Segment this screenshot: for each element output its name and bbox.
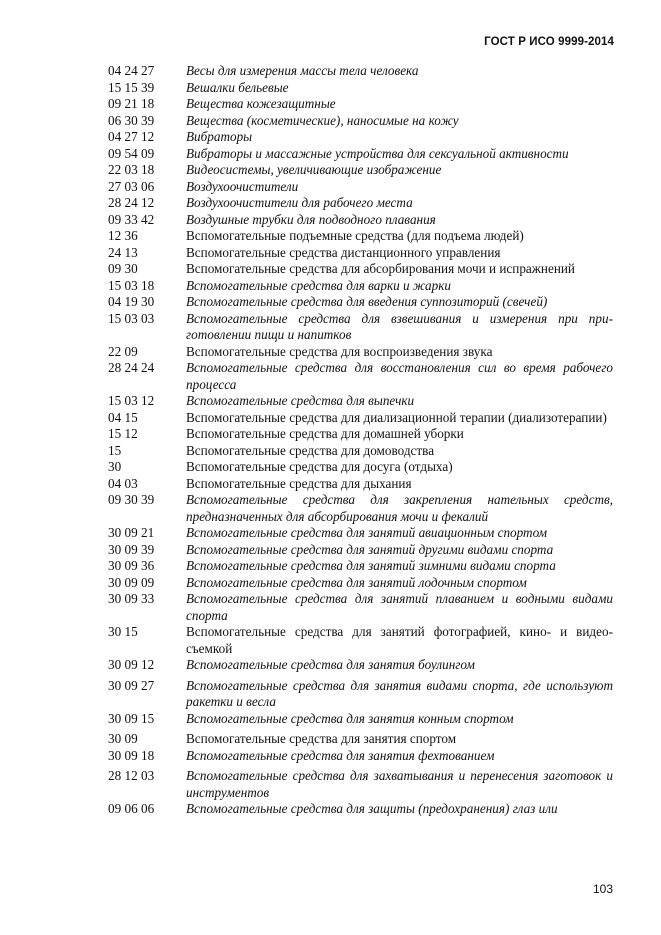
entry-term: Вспомогательные средства для досуга (отдыха) bbox=[186, 459, 453, 474]
entry-code: 30 09 33 bbox=[108, 591, 155, 606]
index-entries bbox=[108, 63, 613, 818]
index-entry bbox=[108, 311, 613, 344]
entry-code: 30 bbox=[108, 459, 122, 474]
index-entry bbox=[108, 162, 613, 179]
index-entry bbox=[108, 591, 613, 624]
entry-term: Вспомогательные средства для закрепления нательных средств, предназначенных для абсорбирования мочи и фекалий bbox=[186, 492, 613, 524]
entry-term: Весы для измерения массы тела человека bbox=[186, 63, 419, 78]
entry-term: Вибраторы bbox=[186, 129, 253, 144]
entry-code: 28 24 12 bbox=[108, 195, 155, 210]
entry-term: Вспомогательные средства для домашней уборки bbox=[186, 426, 464, 441]
entry-code: 09 54 09 bbox=[108, 145, 155, 161]
entry-term: Вещества (косметические), наносимые на кожу bbox=[186, 112, 459, 128]
index-entry bbox=[108, 410, 613, 427]
entry-code: 30 09 12 bbox=[108, 657, 155, 672]
entry-code: 06 30 39 bbox=[108, 112, 155, 128]
index-entry bbox=[108, 96, 613, 113]
index-entry bbox=[108, 558, 613, 575]
entry-term: Вспомогательные средства для дыхания bbox=[186, 475, 412, 491]
entry-code: 15 03 03 bbox=[108, 310, 155, 326]
entry-code: 28 12 03 bbox=[108, 768, 155, 783]
index-entry bbox=[108, 525, 613, 542]
index-entry bbox=[108, 63, 613, 80]
index-entry bbox=[108, 459, 613, 476]
entry-code: 30 15 bbox=[108, 624, 138, 639]
entry-code: 15 12 bbox=[108, 426, 138, 441]
entry-code: 04 19 30 bbox=[108, 294, 155, 309]
entry-code: 15 03 12 bbox=[108, 393, 155, 408]
entry-term: Вспомогательные средства для занятия видами спорта, где используют ракетки и весла bbox=[186, 677, 613, 709]
entry-term: Вспомогательные средства для занятий зимними видами спорта bbox=[186, 558, 556, 573]
entry-code: 30 09 39 bbox=[108, 541, 155, 557]
index-entry bbox=[108, 443, 613, 460]
index-entry bbox=[108, 393, 613, 410]
entry-term: Воздухоочистители bbox=[186, 178, 299, 194]
entry-code: 30 09 27 bbox=[108, 677, 155, 693]
index-entry bbox=[108, 711, 613, 728]
entry-term: Вспомогательные средства для занятия боулингом bbox=[186, 657, 475, 672]
entry-term: Вспомогательные средства для занятий фотографией, кино- и видеосъемкой bbox=[186, 624, 613, 656]
index-entry bbox=[108, 801, 613, 818]
index-entry bbox=[108, 245, 613, 262]
index-entry bbox=[108, 212, 613, 229]
entry-code: 30 09 bbox=[108, 731, 138, 746]
entry-code: 28 24 24 bbox=[108, 360, 155, 375]
index-entry bbox=[108, 113, 613, 130]
entry-code: 04 03 bbox=[108, 475, 138, 491]
entry-term: Вспомогательные средства для домоводства bbox=[186, 442, 435, 458]
entry-code: 30 09 15 bbox=[108, 710, 155, 726]
entry-term: Вспомогательные средства для захватывания и перенесения заготовок и инструментов bbox=[186, 768, 613, 800]
entry-code: 09 33 42 bbox=[108, 211, 155, 227]
entry-term: Воздухоочистители для рабочего места bbox=[186, 195, 413, 210]
entry-term: Вспомогательные средства для занятий авиационным спортом bbox=[186, 525, 548, 540]
entry-term: Вспомогательные средства для занятия конным спортом bbox=[186, 710, 514, 726]
index-entry bbox=[108, 476, 613, 493]
entry-code: 30 09 36 bbox=[108, 558, 155, 573]
index-entry bbox=[108, 228, 613, 245]
entry-term: Вспомогательные средства для выпечки bbox=[186, 393, 415, 408]
entry-code: 04 15 bbox=[108, 409, 138, 425]
index-entry bbox=[108, 344, 613, 361]
entry-term: Вспомогательные средства для занятия фехтованием bbox=[186, 747, 495, 763]
index-entry bbox=[108, 278, 613, 295]
entry-term: Вспомогательные средства для занятий плаванием и водными видами спорта bbox=[186, 591, 613, 623]
index-entry bbox=[108, 360, 613, 393]
index-entry bbox=[108, 768, 613, 801]
entry-term: Вспомогательные средства для абсорбирования мочи и испражнений bbox=[186, 261, 575, 276]
index-entry bbox=[108, 575, 613, 592]
entry-term: Вспомогательные средства для восстановления сил во время рабочего процесса bbox=[186, 360, 613, 392]
entry-code: 04 27 12 bbox=[108, 129, 155, 144]
entry-code: 09 30 39 bbox=[108, 492, 155, 507]
entry-term: Вспомогательные средства для защиты (предохранения) глаз или bbox=[186, 801, 558, 816]
index-entry bbox=[108, 748, 613, 765]
index-entry bbox=[108, 80, 613, 97]
entry-code: 24 13 bbox=[108, 244, 138, 260]
entry-term: Вспомогательные средства для занятий лодочным спортом bbox=[186, 574, 527, 590]
entry-code: 30 09 21 bbox=[108, 525, 155, 540]
entry-term: Вспомогательные подъемные средства (для подъема людей) bbox=[186, 228, 524, 243]
entry-term: Вспомогательные средства для занятий другими видами спорта bbox=[186, 541, 554, 557]
entry-code: 15 15 39 bbox=[108, 79, 155, 95]
entry-code: 22 09 bbox=[108, 343, 138, 359]
entry-term: Видеосистемы, увеличивающие изображение bbox=[186, 162, 442, 177]
entry-term: Вспомогательные средства для занятия спортом bbox=[186, 731, 457, 746]
entry-term: Вспомогательные средства дистанционного управления bbox=[186, 244, 501, 260]
index-entry bbox=[108, 678, 613, 711]
entry-term: Вспомогательные средства для варки и жарки bbox=[186, 277, 451, 293]
entry-term: Вспомогательные средства для введения суппозиторий (свечей) bbox=[186, 294, 548, 309]
entry-code: 15 bbox=[108, 442, 122, 458]
index-entry bbox=[108, 657, 613, 674]
index-entry bbox=[108, 731, 613, 748]
index-entry bbox=[108, 261, 613, 278]
entry-term: Вибраторы и массажные устройства для сексуальной активности bbox=[186, 145, 569, 161]
index-entry bbox=[108, 294, 613, 311]
index-entry bbox=[108, 624, 613, 657]
entry-code: 22 03 18 bbox=[108, 162, 155, 177]
entry-code: 30 09 09 bbox=[108, 574, 155, 590]
entry-term: Вспомогательные средства для взвешивания и измерения при приготовлении пищи и напитков bbox=[186, 310, 613, 342]
index-entry bbox=[108, 129, 613, 146]
entry-code: 09 30 bbox=[108, 261, 138, 276]
index-entry bbox=[108, 542, 613, 559]
entry-code: 09 21 18 bbox=[108, 96, 155, 111]
index-entry bbox=[108, 426, 613, 443]
entry-term: Вспомогательные средства для воспроизведения звука bbox=[186, 343, 493, 359]
entry-code: 04 24 27 bbox=[108, 63, 155, 78]
index-entry bbox=[108, 492, 613, 525]
index-entry bbox=[108, 179, 613, 196]
standard-header: ГОСТ Р ИСО 9999-2014 bbox=[484, 36, 614, 48]
entry-term: Вспомогательные средства для диализационной терапии (диализотерапии) bbox=[186, 409, 607, 425]
entry-term: Вещества кожезащитные bbox=[186, 96, 336, 111]
entry-code: 09 06 06 bbox=[108, 801, 155, 816]
index-entry bbox=[108, 146, 613, 163]
page-number: 103 bbox=[592, 882, 613, 896]
entry-term: Вешалки бельевые bbox=[186, 79, 289, 95]
entry-code: 30 09 18 bbox=[108, 747, 155, 763]
entry-code: 27 03 06 bbox=[108, 178, 155, 194]
entry-code: 15 03 18 bbox=[108, 277, 155, 293]
entry-term: Воздушные трубки для подводного плавания bbox=[186, 211, 436, 227]
index-entry bbox=[108, 195, 613, 212]
entry-code: 12 36 bbox=[108, 228, 138, 243]
